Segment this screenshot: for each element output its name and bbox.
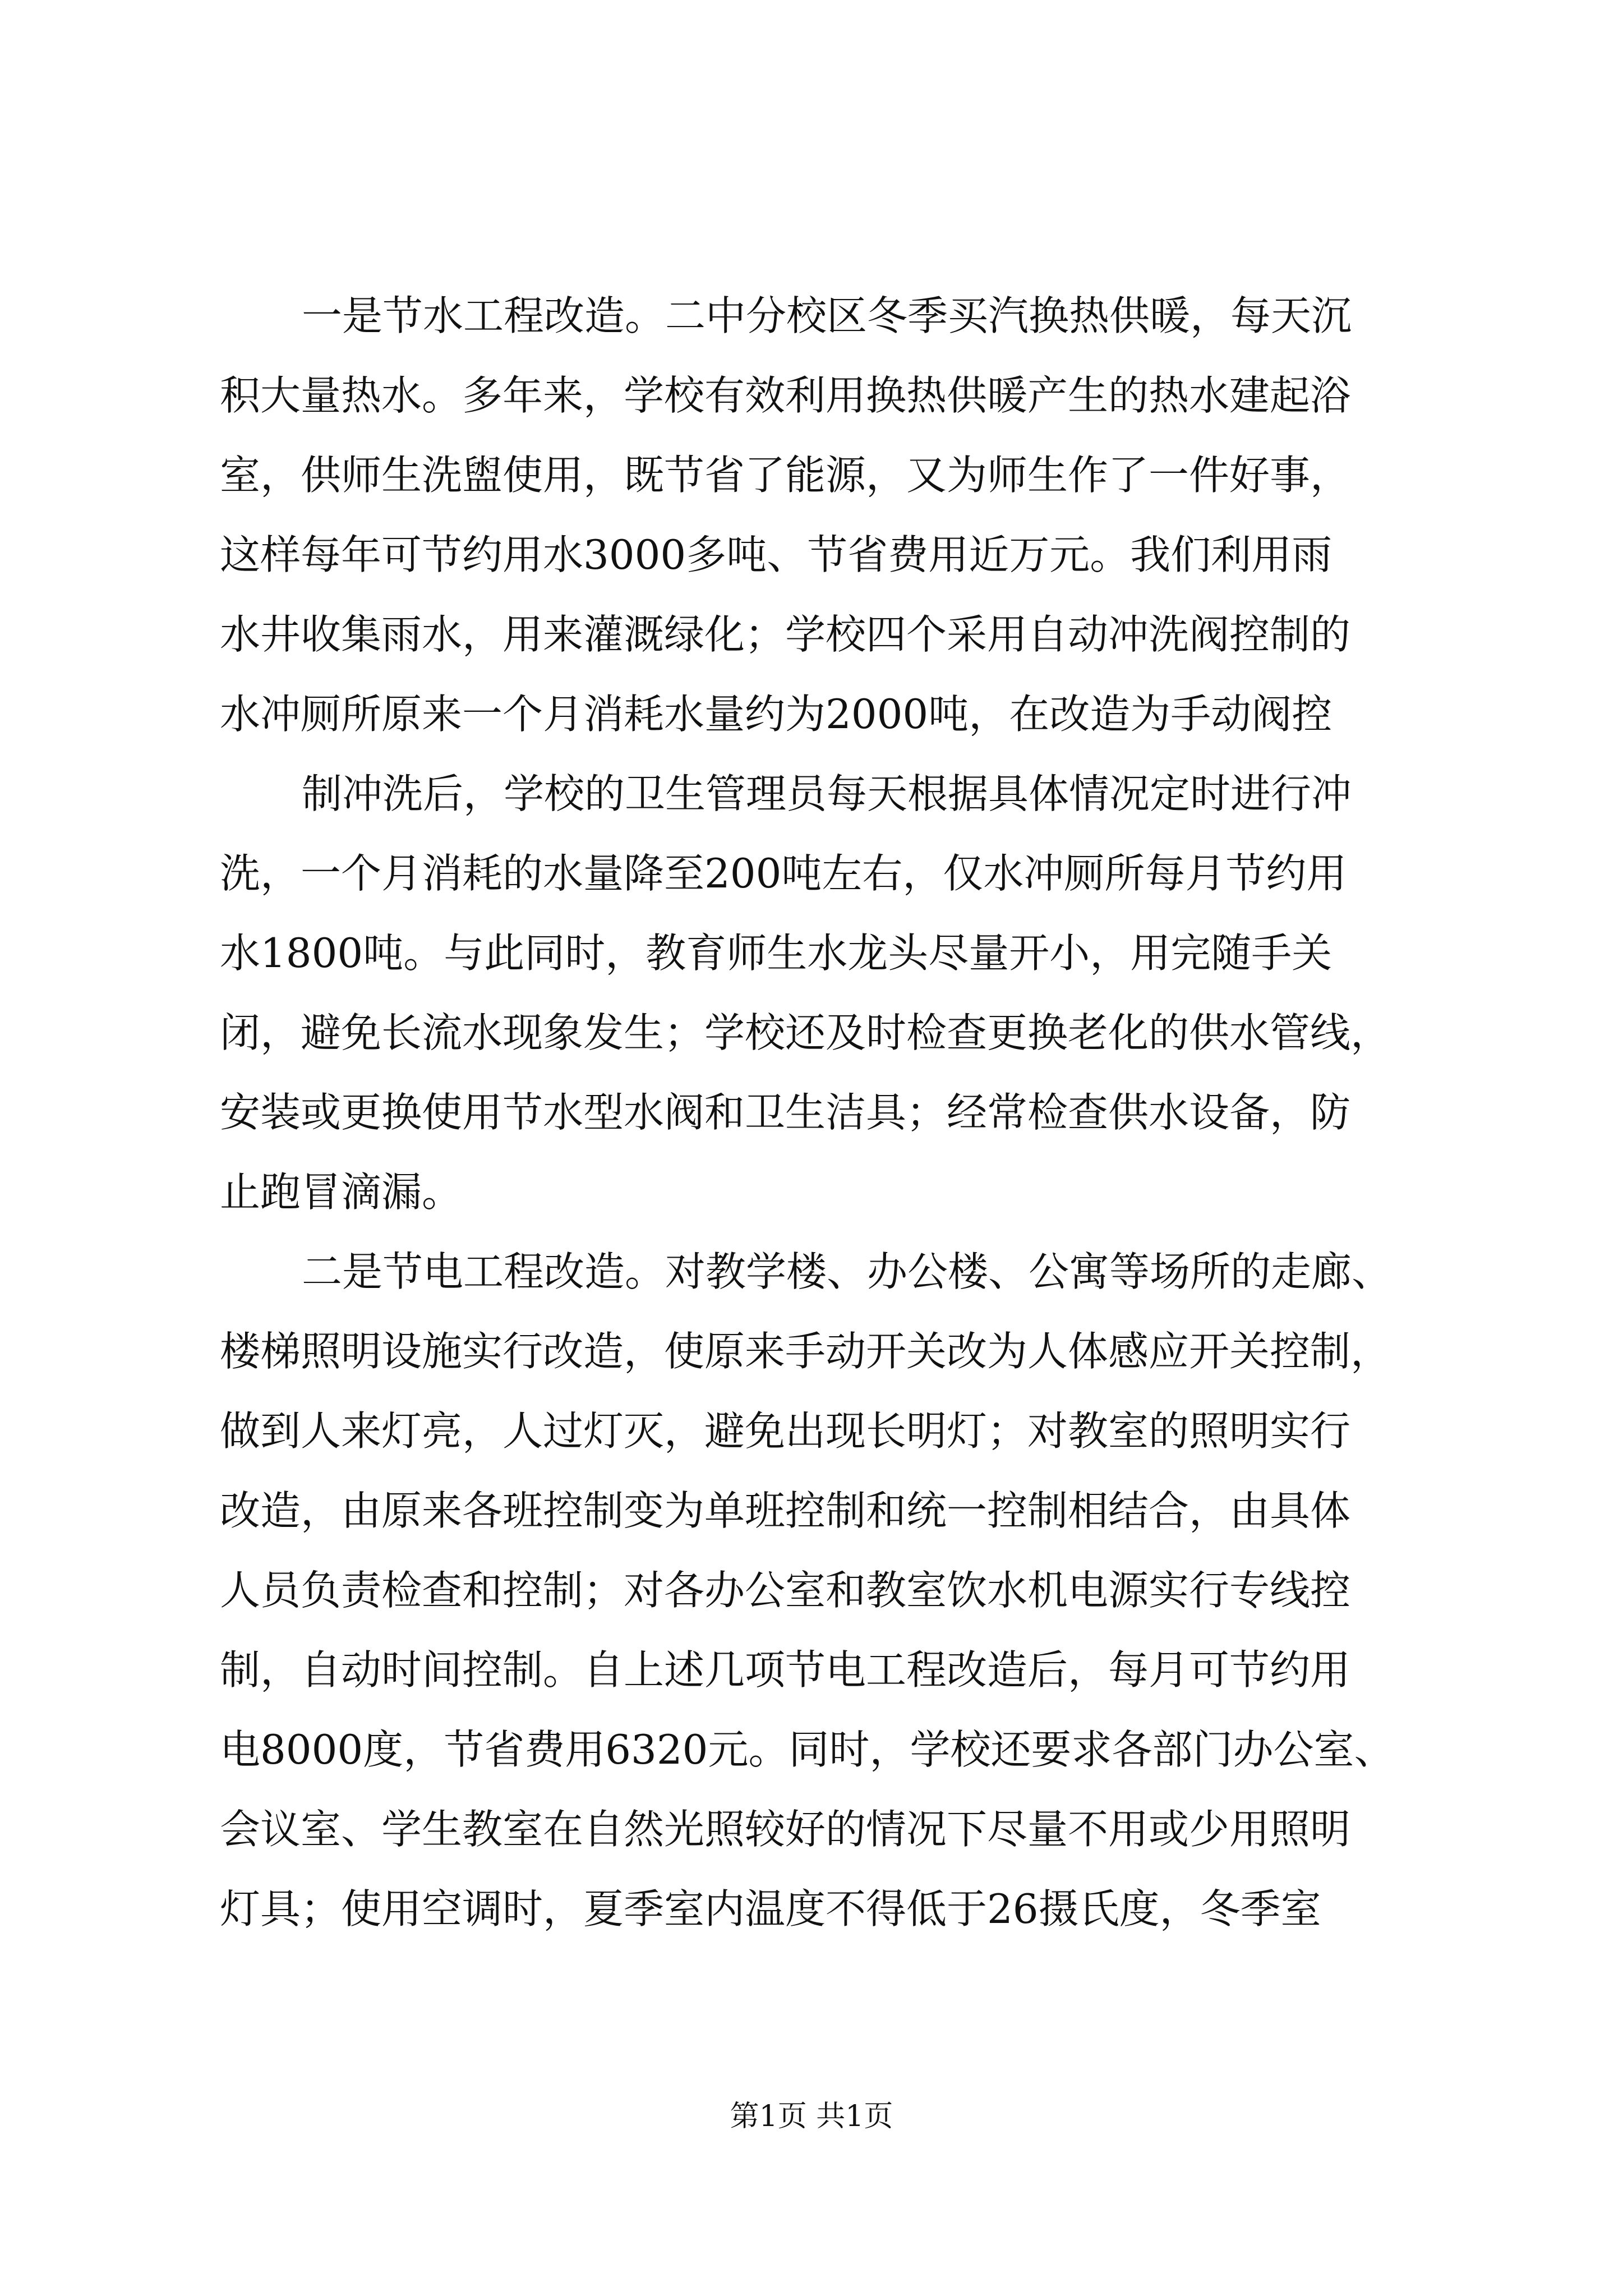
text-line (0, 1167, 1623, 1217)
page-number-label: 第1页 共1页 (730, 2100, 893, 2133)
text-line (0, 1326, 1623, 1377)
text-line (0, 769, 1623, 819)
line-text: 水1800吨。与此同时，教育师生水龙头尽量开小，用完随手关 (220, 930, 1332, 977)
text-line (0, 1406, 1623, 1456)
line-text: 水井收集雨水，用来灌溉绿化；学校四个采用自动冲洗阀控制的 (220, 611, 1351, 658)
line-text: 改造，由原来各班控制变为单班控制和统一控制相结合，由具体 (220, 1487, 1351, 1534)
text-line (0, 450, 1623, 500)
line-text: 电8000度，节省费用6320元。同时，学校还要求各部门办公室、 (220, 1726, 1395, 1773)
text-line (0, 609, 1623, 660)
line-text: 室，供师生洗盥使用，既节省了能源，又为师生作了一件好事， (220, 452, 1351, 499)
text-line (0, 530, 1623, 580)
text-line (0, 1246, 1623, 1297)
line-text: 制冲洗后，学校的卫生管理员每天根据具体情况定时进行冲 (302, 770, 1352, 817)
line-text: 一是节水工程改造。二中分校区冬季买汽换热供暖，每天沉 (302, 292, 1352, 339)
line-text: 洗，一个月消耗的水量降至200吨左右，仅水冲厕所每月节约用 (220, 850, 1347, 897)
text-line (0, 291, 1623, 341)
line-text: 积大量热水。多年来，学校有效利用换热供暖产生的热水建起浴 (220, 372, 1351, 419)
page-footer (0, 2097, 1623, 2136)
text-line (0, 1724, 1623, 1775)
line-text: 二是节电工程改造。对教学楼、办公楼、公寓等场所的走廊、 (302, 1248, 1393, 1295)
text-line (0, 848, 1623, 899)
text-line (0, 370, 1623, 421)
line-text: 止跑冒滴漏。 (220, 1168, 463, 1216)
line-text: 这样每年可节约用水3000多吨、节省费用近万元。我们利用雨 (220, 531, 1332, 578)
text-line (0, 1645, 1623, 1695)
line-text: 闭，避免长流水现象发生；学校还及时检查更换老化的供水管线， (220, 1009, 1391, 1056)
line-text: 楼梯照明设施实行改造，使原来手动开关改为人体感应开关控制， (220, 1328, 1391, 1375)
text-line (0, 689, 1623, 739)
text-line (0, 1485, 1623, 1536)
line-text: 会议室、学生教室在自然光照较好的情况下尽量不用或少用照明 (220, 1806, 1351, 1853)
line-text: 安装或更换使用节水型水阀和卫生洁具；经常检查供水设备，防 (220, 1089, 1351, 1136)
line-text: 人员负责检查和控制；对各办公室和教室饮水机电源实行专线控 (220, 1567, 1351, 1614)
line-text: 水冲厕所原来一个月消耗水量约为2000吨，在改造为手动阀控 (220, 691, 1332, 738)
line-text: 制，自动时间控制。自上述几项节电工程改造后，每月可节约用 (220, 1646, 1351, 1694)
text-line (0, 1087, 1623, 1138)
text-line (0, 928, 1623, 978)
text-line (0, 1884, 1623, 1934)
text-line (0, 1007, 1623, 1058)
line-text: 灯具；使用空调时，夏季室内温度不得低于26摄氏度，冬季室 (220, 1885, 1321, 1932)
text-line (0, 1804, 1623, 1855)
line-text: 做到人来灯亮，人过灯灭，避免出现长明灯；对教室的照明实行 (220, 1407, 1351, 1455)
text-line (0, 1565, 1623, 1616)
